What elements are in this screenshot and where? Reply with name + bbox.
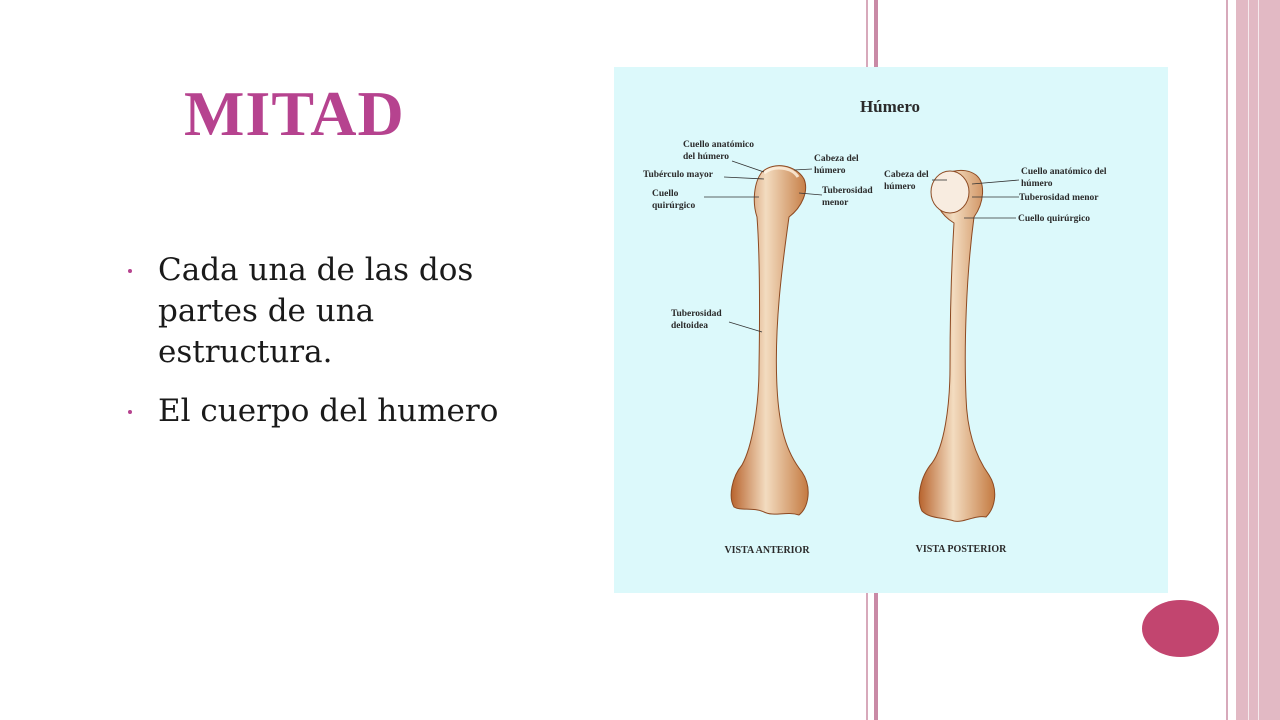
- label-cuello-anatomico-posterior: Cuello anatómico del húmero: [1021, 167, 1107, 189]
- posterior-bone: [919, 170, 995, 521]
- divider-line: [1248, 0, 1249, 720]
- humerus-diagram: [614, 67, 1168, 593]
- bullet-item: [128, 391, 528, 432]
- anterior-bone: [731, 166, 808, 515]
- label-tuberosidad-menor-posterior: Tuberosidad menor: [1019, 193, 1099, 203]
- humerus-figure: [614, 67, 1168, 593]
- label-tuberculo-mayor: Tubérculo mayor: [643, 170, 713, 180]
- label-cuello-quirurgico: Cuello quirúrgico: [652, 189, 696, 211]
- divider-line: [1258, 0, 1259, 720]
- bullet-marker: [128, 410, 132, 414]
- label-cabeza-anterior: Cabeza del húmero: [814, 154, 859, 176]
- humeral-head: [931, 171, 969, 213]
- decorative-circle: [1142, 600, 1219, 657]
- label-cuello-quirurgico-posterior: Cuello quirúrgico: [1018, 214, 1091, 224]
- caption-anterior: VISTA ANTERIOR: [724, 545, 810, 556]
- caption-posterior: VISTA POSTERIOR: [915, 544, 1007, 555]
- bullet-item: [128, 250, 528, 373]
- label-tuberosidad-deltoidea: Tuberosidad deltoidea: [671, 309, 722, 331]
- bullet-marker: [128, 269, 132, 273]
- bullet-text: El cuerpo del humero: [158, 393, 499, 429]
- label-tuberosidad-menor-anterior: Tuberosidad menor: [822, 186, 873, 208]
- figure-heading: Húmero: [859, 97, 921, 116]
- bullet-text: Cada una de las dos partes de una estructura.: [158, 252, 474, 370]
- divider-line: [1226, 0, 1228, 720]
- bullet-list: [128, 250, 528, 450]
- slide-title: MITAD: [184, 78, 405, 149]
- label-cabeza-posterior: Cabeza del húmero: [884, 170, 929, 192]
- label-cuello-anatomico: Cuello anatómico del húmero: [683, 140, 754, 162]
